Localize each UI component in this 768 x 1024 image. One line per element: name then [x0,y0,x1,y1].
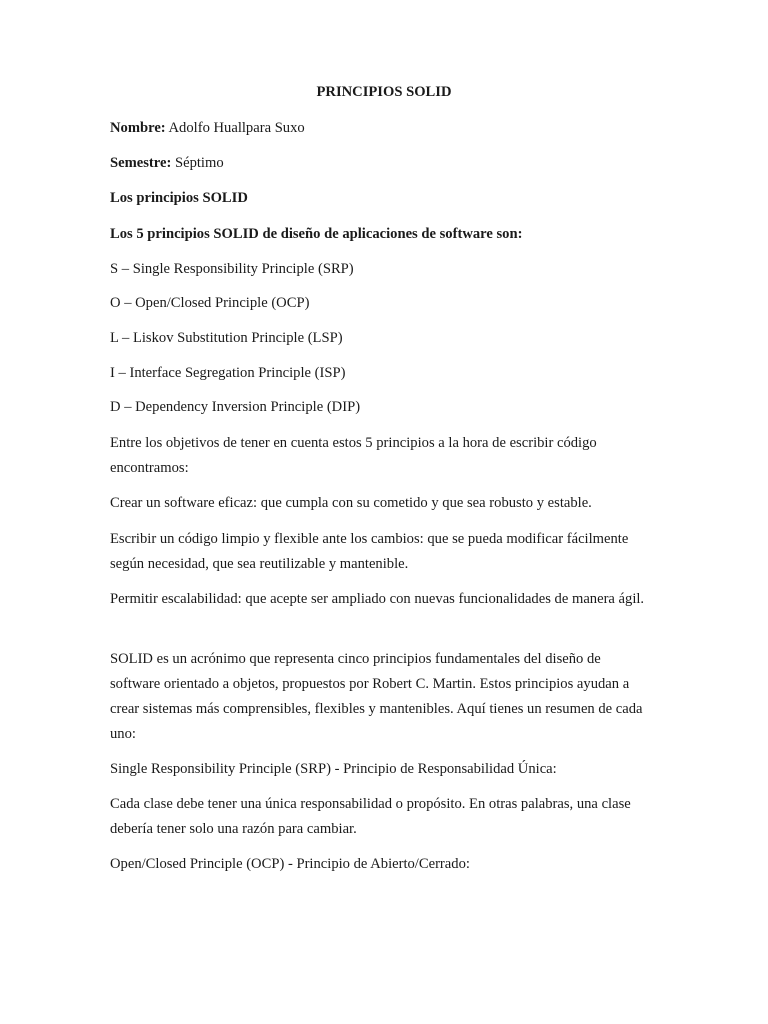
principle-item-srp: S – Single Responsibility Principle (SRP) [110,261,354,277]
nombre-line [110,120,305,137]
paragraph-srp-heading: Single Responsibility Principle (SRP) - Principio de Responsabilidad Única: [110,761,557,777]
nombre-label: Nombre: [110,120,166,136]
nombre-value: Adolfo Huallpara Suxo [168,120,305,136]
paragraph-eficaz: Crear un software eficaz: que cumpla con su cometido y que sea robusto y estable. [110,495,592,511]
section-heading: Los principios SOLID [110,190,248,206]
paragraph-limpio: Escribir un código limpio y flexible ante los cambios: que se pueda modificar fácilmente según necesidad, que sea reutilizable y mantenible. [110,531,629,572]
principle-item-dip: D – Dependency Inversion Principle (DIP) [110,399,361,415]
paragraph-objectives: Entre los objetivos de tener en cuenta estos 5 principios a la hora de escribir código encontramos: [110,435,597,476]
paragraph-srp-body: Cada clase debe tener una única responsabilidad o propósito. En otras palabras, una clase debería tener solo una razón para cambiar. [110,796,631,837]
semestre-value: Séptimo [174,155,224,171]
principle-item-lsp: L – Liskov Substitution Principle (LSP) [110,330,343,346]
paragraph-ocp-heading: Open/Closed Principle (OCP) - Principio de Abierto/Cerrado: [110,856,470,872]
list-intro: Los 5 principios SOLID de diseño de aplicaciones de software son: [110,226,523,242]
semestre-line [110,155,224,172]
document-title: PRINCIPIOS SOLID [316,84,452,100]
principle-item-isp: I – Interface Segregation Principle (ISP) [110,365,346,381]
paragraph-solid-acronimo: SOLID es un acrónimo que representa cinco principios fundamentales del diseño de software orientado a objetos, propuestos por Robert C. Martin. Estos principios ayudan a crear sistemas más comprensibles, flexibles y mantenibles. Aquí tienes un resumen de cada uno: [110,651,643,742]
principle-item-ocp: O – Open/Closed Principle (OCP) [110,295,310,311]
semestre-label: Semestre: [110,155,172,171]
paragraph-escalabilidad: Permitir escalabilidad: que acepte ser ampliado con nuevas funcionalidades de manera ágil. [110,591,645,607]
